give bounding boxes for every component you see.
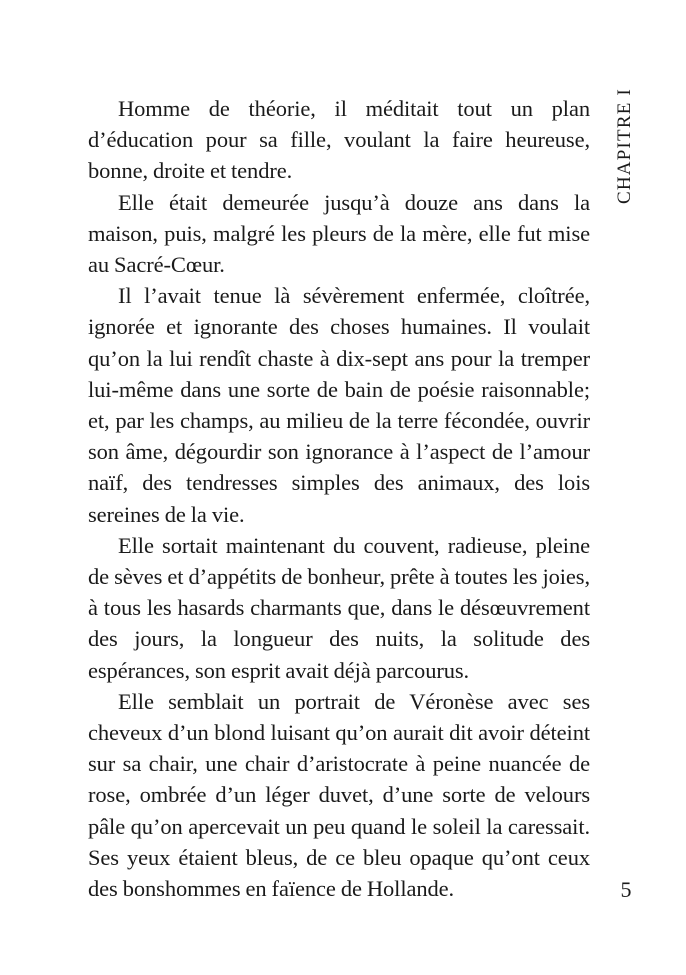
paragraph: Il l’avait tenue là sévèrement enfermée, cloîtrée, ignorée et ignorante des choses humaines. Il voulait qu’on la lui rendît chaste à dix-sept ans pour la tremper lui-même dans une sorte de bain de poésie raisonnable; et, par les champs, au milieu de la terre fécondée, ouvrir son âme, dégourdir son ignorance à l’aspect de l’amour naïf, des tendresses simples des animaux, des lois sereines de la vie. — [88, 283, 590, 527]
running-head — [604, 88, 646, 238]
page-number: 5 — [620, 877, 632, 902]
running-head-label: CHAPITRE I — [614, 88, 635, 204]
paragraph: Elle était demeurée jusqu’à douze ans dans la maison, puis, malgré les pleurs de la mère, elle fut mise au Sacré-Cœur. — [88, 189, 590, 278]
paragraph: Elle sortait maintenant du couvent, radieuse, pleine de sèves et d’appétits de bonheur, prête à toutes les joies, à tous les hasards charmants que, dans le désœuvrement des jours, la longueur des nuits, la solitude des espérances, son esprit avait déjà parcourus. — [88, 532, 590, 683]
body-text — [88, 93, 590, 904]
paragraph: Elle semblait un portrait de Véronèse avec ses cheveux d’un blond luisant qu’on aurait dit avoir déteint sur sa chair, une chair d’aristocrate à peine nuancée de rose, ombrée d’un léger duvet, d’une sorte de velours pâle qu’on apercevait un peu quand le soleil la caressait. Ses yeux étaient bleus, de ce bleu opaque qu’ont ceux des bonshommes en faïence de Hollande. — [88, 688, 590, 902]
paragraph: Homme de théorie, il méditait tout un plan d’éducation pour sa fille, voulant la faire heureuse, bonne, droite et tendre. — [88, 96, 590, 184]
